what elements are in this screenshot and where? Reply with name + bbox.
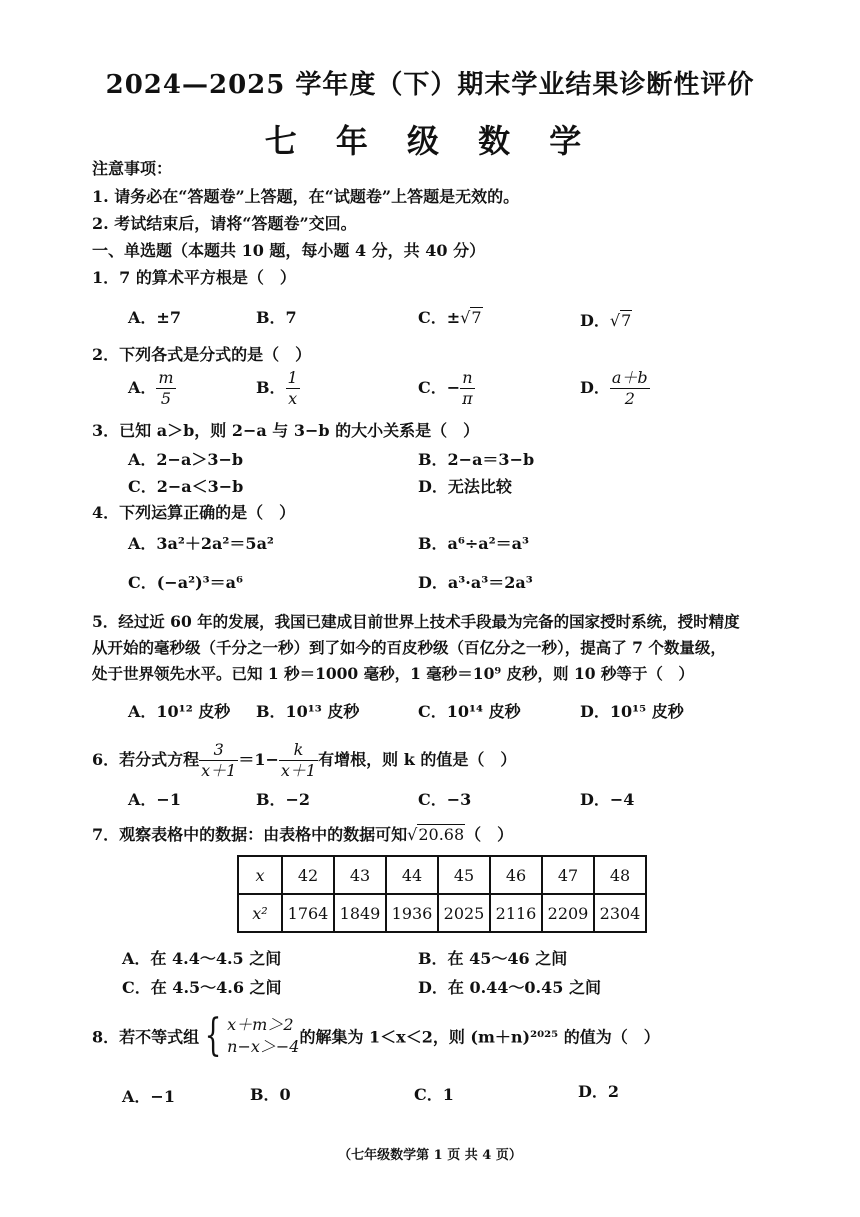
q3-option-a: A．2−a＞3−b: [128, 450, 244, 469]
q6-option-d: D．−4: [580, 790, 635, 809]
table-cell: 2025: [438, 894, 490, 932]
q4-option-d: D．a³·a³＝2a³: [418, 573, 533, 592]
q5-line-2: 从开始的毫秒级（千分之一秒）到了如今的百皮秒级（百亿分之一秒），提高了 7 个数量级，: [92, 638, 726, 657]
table-cell: 42: [282, 856, 334, 894]
q7-option-a: A．在 4.4～4.5 之间: [122, 949, 282, 968]
notes-heading: 注意事项：: [92, 159, 173, 178]
q4-option-b: B．a⁶÷a²＝a³: [418, 534, 530, 553]
table-cell: 2116: [490, 894, 542, 932]
q6-option-c: C．−3: [418, 790, 472, 809]
q4-option-c: C．(−a²)³＝a⁶: [128, 573, 244, 592]
table-row: [238, 856, 646, 894]
table-cell: 2209: [542, 894, 594, 932]
q7-data-table: [237, 855, 647, 933]
q2-option-d: D． $\frac{a+b}{2}$: [580, 368, 648, 408]
q4-stem: 4．下列运算正确的是（ ）: [92, 503, 296, 522]
note-2: 2. 考试结束后，请将“答题卷”交回。: [92, 214, 357, 233]
q8-option-b: B．0: [250, 1085, 291, 1104]
q5-line-3: 处于世界领先水平。已知 1 秒＝1000 毫秒，1 毫秒＝10⁹ 皮秒，则 10 秒等于（ ）: [92, 664, 694, 683]
q1-option-d: D．√7: [580, 311, 632, 330]
q6-stem: 6．若分式方程 $\frac{3}{x+1}$ ＝1− $\frac{k}{x+1}$ 有增根，则 k 的值是（ ）: [92, 740, 517, 780]
q7-option-d: D．在 0.44～0.45 之间: [418, 978, 601, 997]
q1-option-b: B．7: [256, 308, 297, 327]
table-cell: x: [238, 856, 282, 894]
q3-option-b: B．2−a＝3−b: [418, 450, 535, 469]
note-1: 1. 请务必在“答题卷”上答题，在“试题卷”上答题是无效的。: [92, 187, 520, 206]
exam-title: 2024—2025 学年度（下）期末学业结果诊断性评价: [105, 70, 755, 100]
q8-stem: 8．若不等式组 { x＋m＞2 n−x＞−4 的解集为 1＜x＜2，则 (m＋n)²⁰²⁵ 的值为（ ）: [92, 1010, 660, 1061]
q3-stem: 3．已知 a＞b，则 2−a 与 3−b 的大小关系是（ ）: [92, 421, 480, 440]
table-cell: 46: [490, 856, 542, 894]
q7-stem: 7．观察表格中的数据：由表格中的数据可知√20.68（ ）: [92, 825, 514, 844]
exam-subject: 七 年 级 数 学: [264, 122, 596, 160]
section-heading: 一、单选题（本题共 10 题，每小题 4 分，共 40 分）: [92, 241, 486, 260]
sqrt-symbol: √7: [460, 308, 482, 327]
q3-option-c: C．2−a＜3−b: [128, 477, 244, 496]
table-cell: 43: [334, 856, 386, 894]
table-cell: 45: [438, 856, 490, 894]
q5-option-b: B．10¹³ 皮秒: [256, 702, 360, 721]
q5-option-d: D．10¹⁵ 皮秒: [580, 702, 684, 721]
table-cell: 2304: [594, 894, 646, 932]
sqrt-symbol: √20.68: [407, 825, 465, 844]
q6-option-a: A．−1: [128, 790, 181, 809]
sqrt-symbol: √7: [609, 311, 632, 330]
q2-stem: 2．下列各式是分式的是（ ）: [92, 345, 312, 364]
table-cell: 47: [542, 856, 594, 894]
q8-option-c: C．1: [414, 1085, 454, 1104]
q8-option-a: A．−1: [122, 1087, 175, 1106]
q5-option-c: C．10¹⁴ 皮秒: [418, 702, 521, 721]
q1-option-c: C．±√7: [418, 308, 482, 327]
q8-option-d: D．2: [578, 1082, 620, 1101]
page-footer: （七年级数学第 1 页 共 4 页）: [338, 1148, 522, 1163]
q2-option-a: A． $\frac{m}{5}$: [128, 368, 174, 408]
brace-symbol: {: [204, 1010, 222, 1061]
table-cell: 1849: [334, 894, 386, 932]
q2-option-c: C．− $\frac{n}{\pi}$: [418, 368, 473, 408]
table-cell: x²: [238, 894, 282, 932]
q7-option-c: C．在 4.5～4.6 之间: [122, 978, 282, 997]
table-cell: 1764: [282, 894, 334, 932]
table-cell: 48: [594, 856, 646, 894]
q4-option-a: A．3a²＋2a²＝5a²: [128, 534, 274, 553]
q5-option-a: A．10¹² 皮秒: [128, 702, 231, 721]
q5-line-1: 5．经过近 60 年的发展，我国已建成目前世界上技术手段最为完备的国家授时系统，授时精度: [92, 612, 740, 631]
table-row: [238, 894, 646, 932]
table-cell: 1936: [386, 894, 438, 932]
q2-option-b: B． $\frac{1}{x}$: [256, 368, 298, 408]
table-cell: 44: [386, 856, 438, 894]
q7-option-b: B．在 45～46 之间: [418, 949, 568, 968]
q6-option-b: B．−2: [256, 790, 311, 809]
q1-option-a: A．±7: [128, 308, 181, 327]
q3-option-d: D．无法比较: [418, 477, 512, 496]
q1-stem: 1．7 的算术平方根是（ ）: [92, 268, 296, 287]
